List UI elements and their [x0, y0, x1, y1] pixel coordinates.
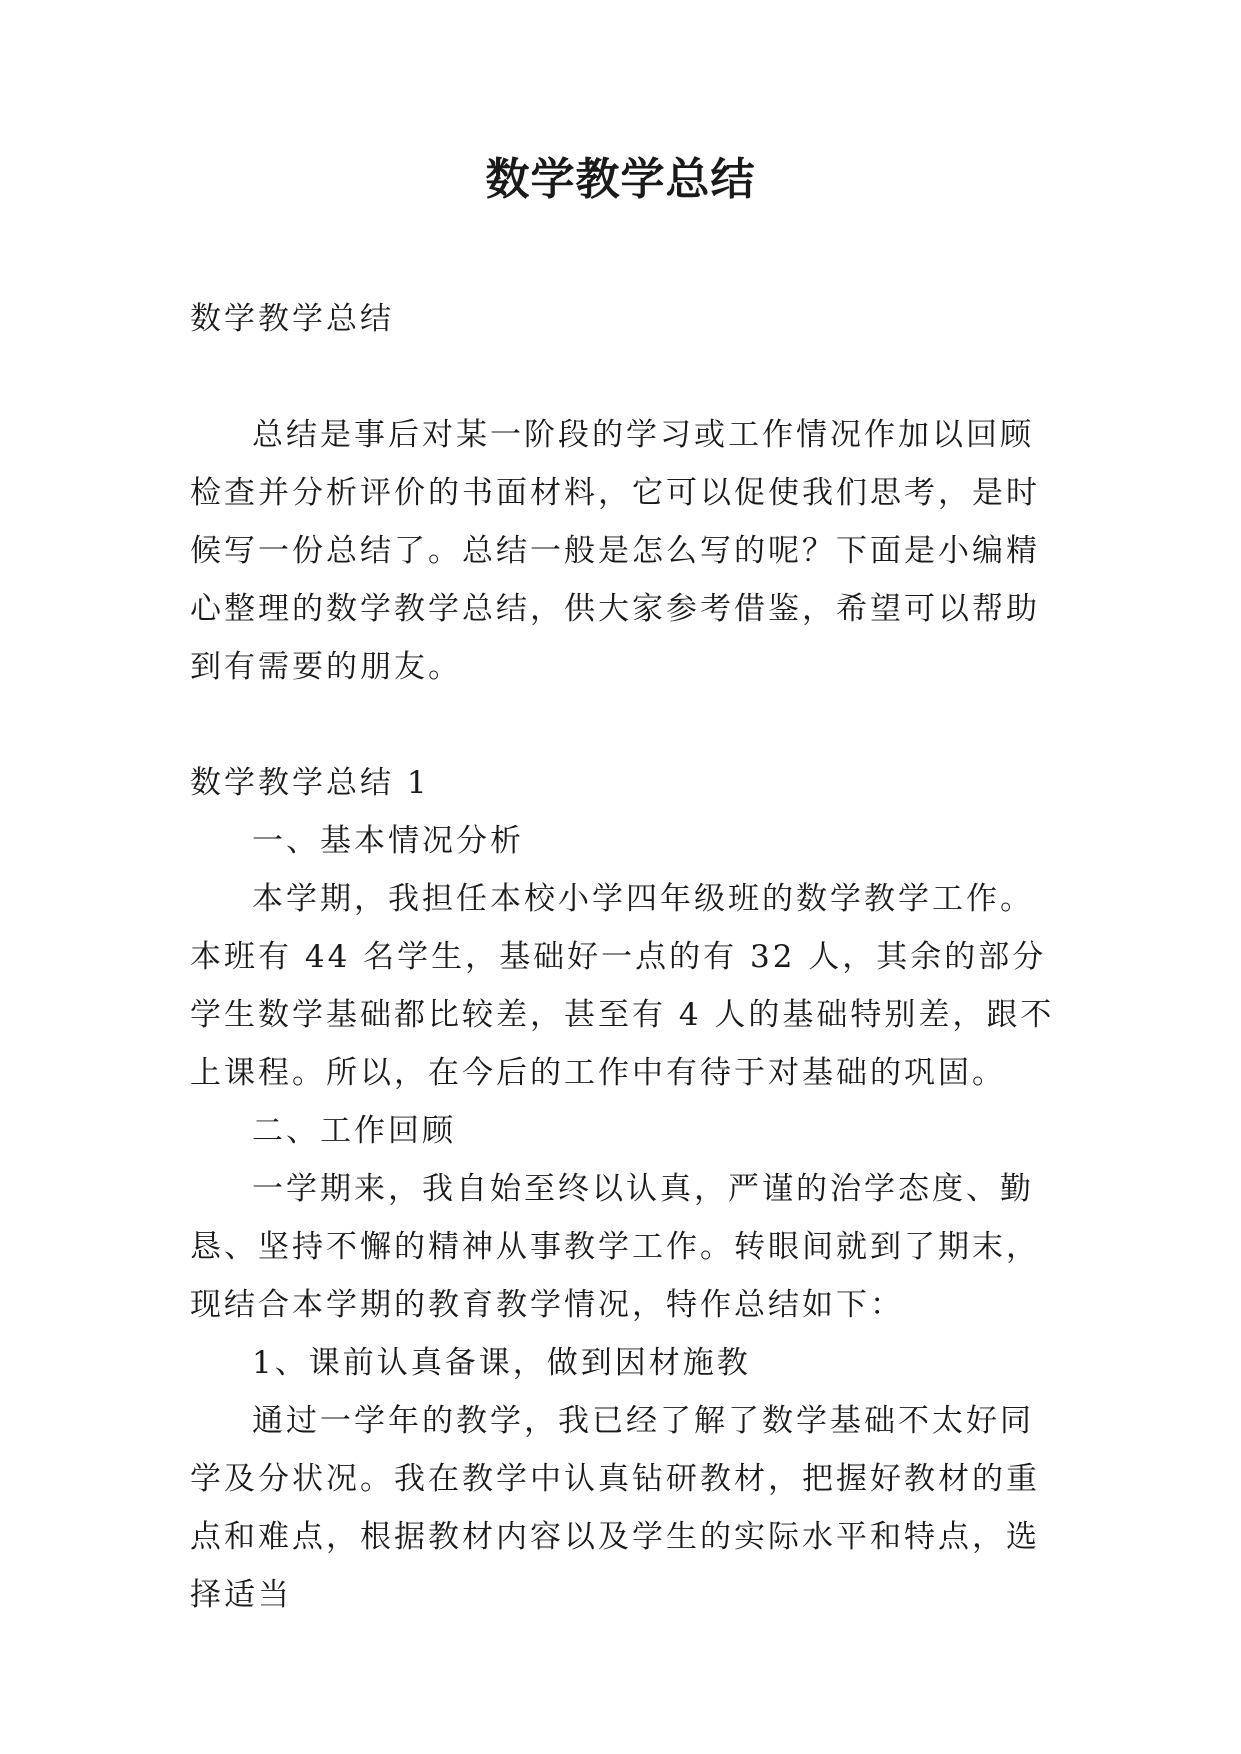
part1-heading: 一、基本情况分析	[252, 823, 524, 859]
document-body	[190, 290, 1060, 1624]
item1-heading: 1、课前认真备课，做到因材施教	[252, 1345, 751, 1381]
part2-paragraph: 一学期来，我自始至终以认真，严谨的治学态度、勤恳、坚持不懈的精神从事教学工作。转眼间就到了期末，现结合本学期的教育教学情况，特作总结如下：	[190, 1171, 1040, 1323]
intro-paragraph: 总结是事后对某一阶段的学习或工作情况作加以回顾检查并分析评价的书面材料，它可以促使我们思考，是时候写一份总结了。总结一般是怎么写的呢？下面是小编精心整理的数学教学总结，供大家参考借鉴，希望可以帮助到有需要的朋友。	[190, 417, 1040, 685]
item1-paragraph: 通过一学年的教学，我已经了解了数学基础不太好同学及分状况。我在教学中认真钻研教材，把握好教材的重点和难点，根据教材内容以及学生的实际水平和特点，选择适当	[190, 1403, 1040, 1613]
document-subtitle: 数学教学总结	[190, 301, 394, 337]
part1-paragraph: 本学期，我担任本校小学四年级班的数学教学工作。本班有 44 名学生，基础好一点的有 32 人，其余的部分学生数学基础都比较差，甚至有 4 人的基础特别差，跟不上课程。所以，在今后的工作中有待于对基础的巩固。	[190, 881, 1055, 1091]
document-title: 数学教学总结	[485, 154, 756, 205]
part2-heading: 二、工作回顾	[252, 1113, 456, 1149]
section-heading: 数学教学总结 1	[190, 765, 430, 801]
